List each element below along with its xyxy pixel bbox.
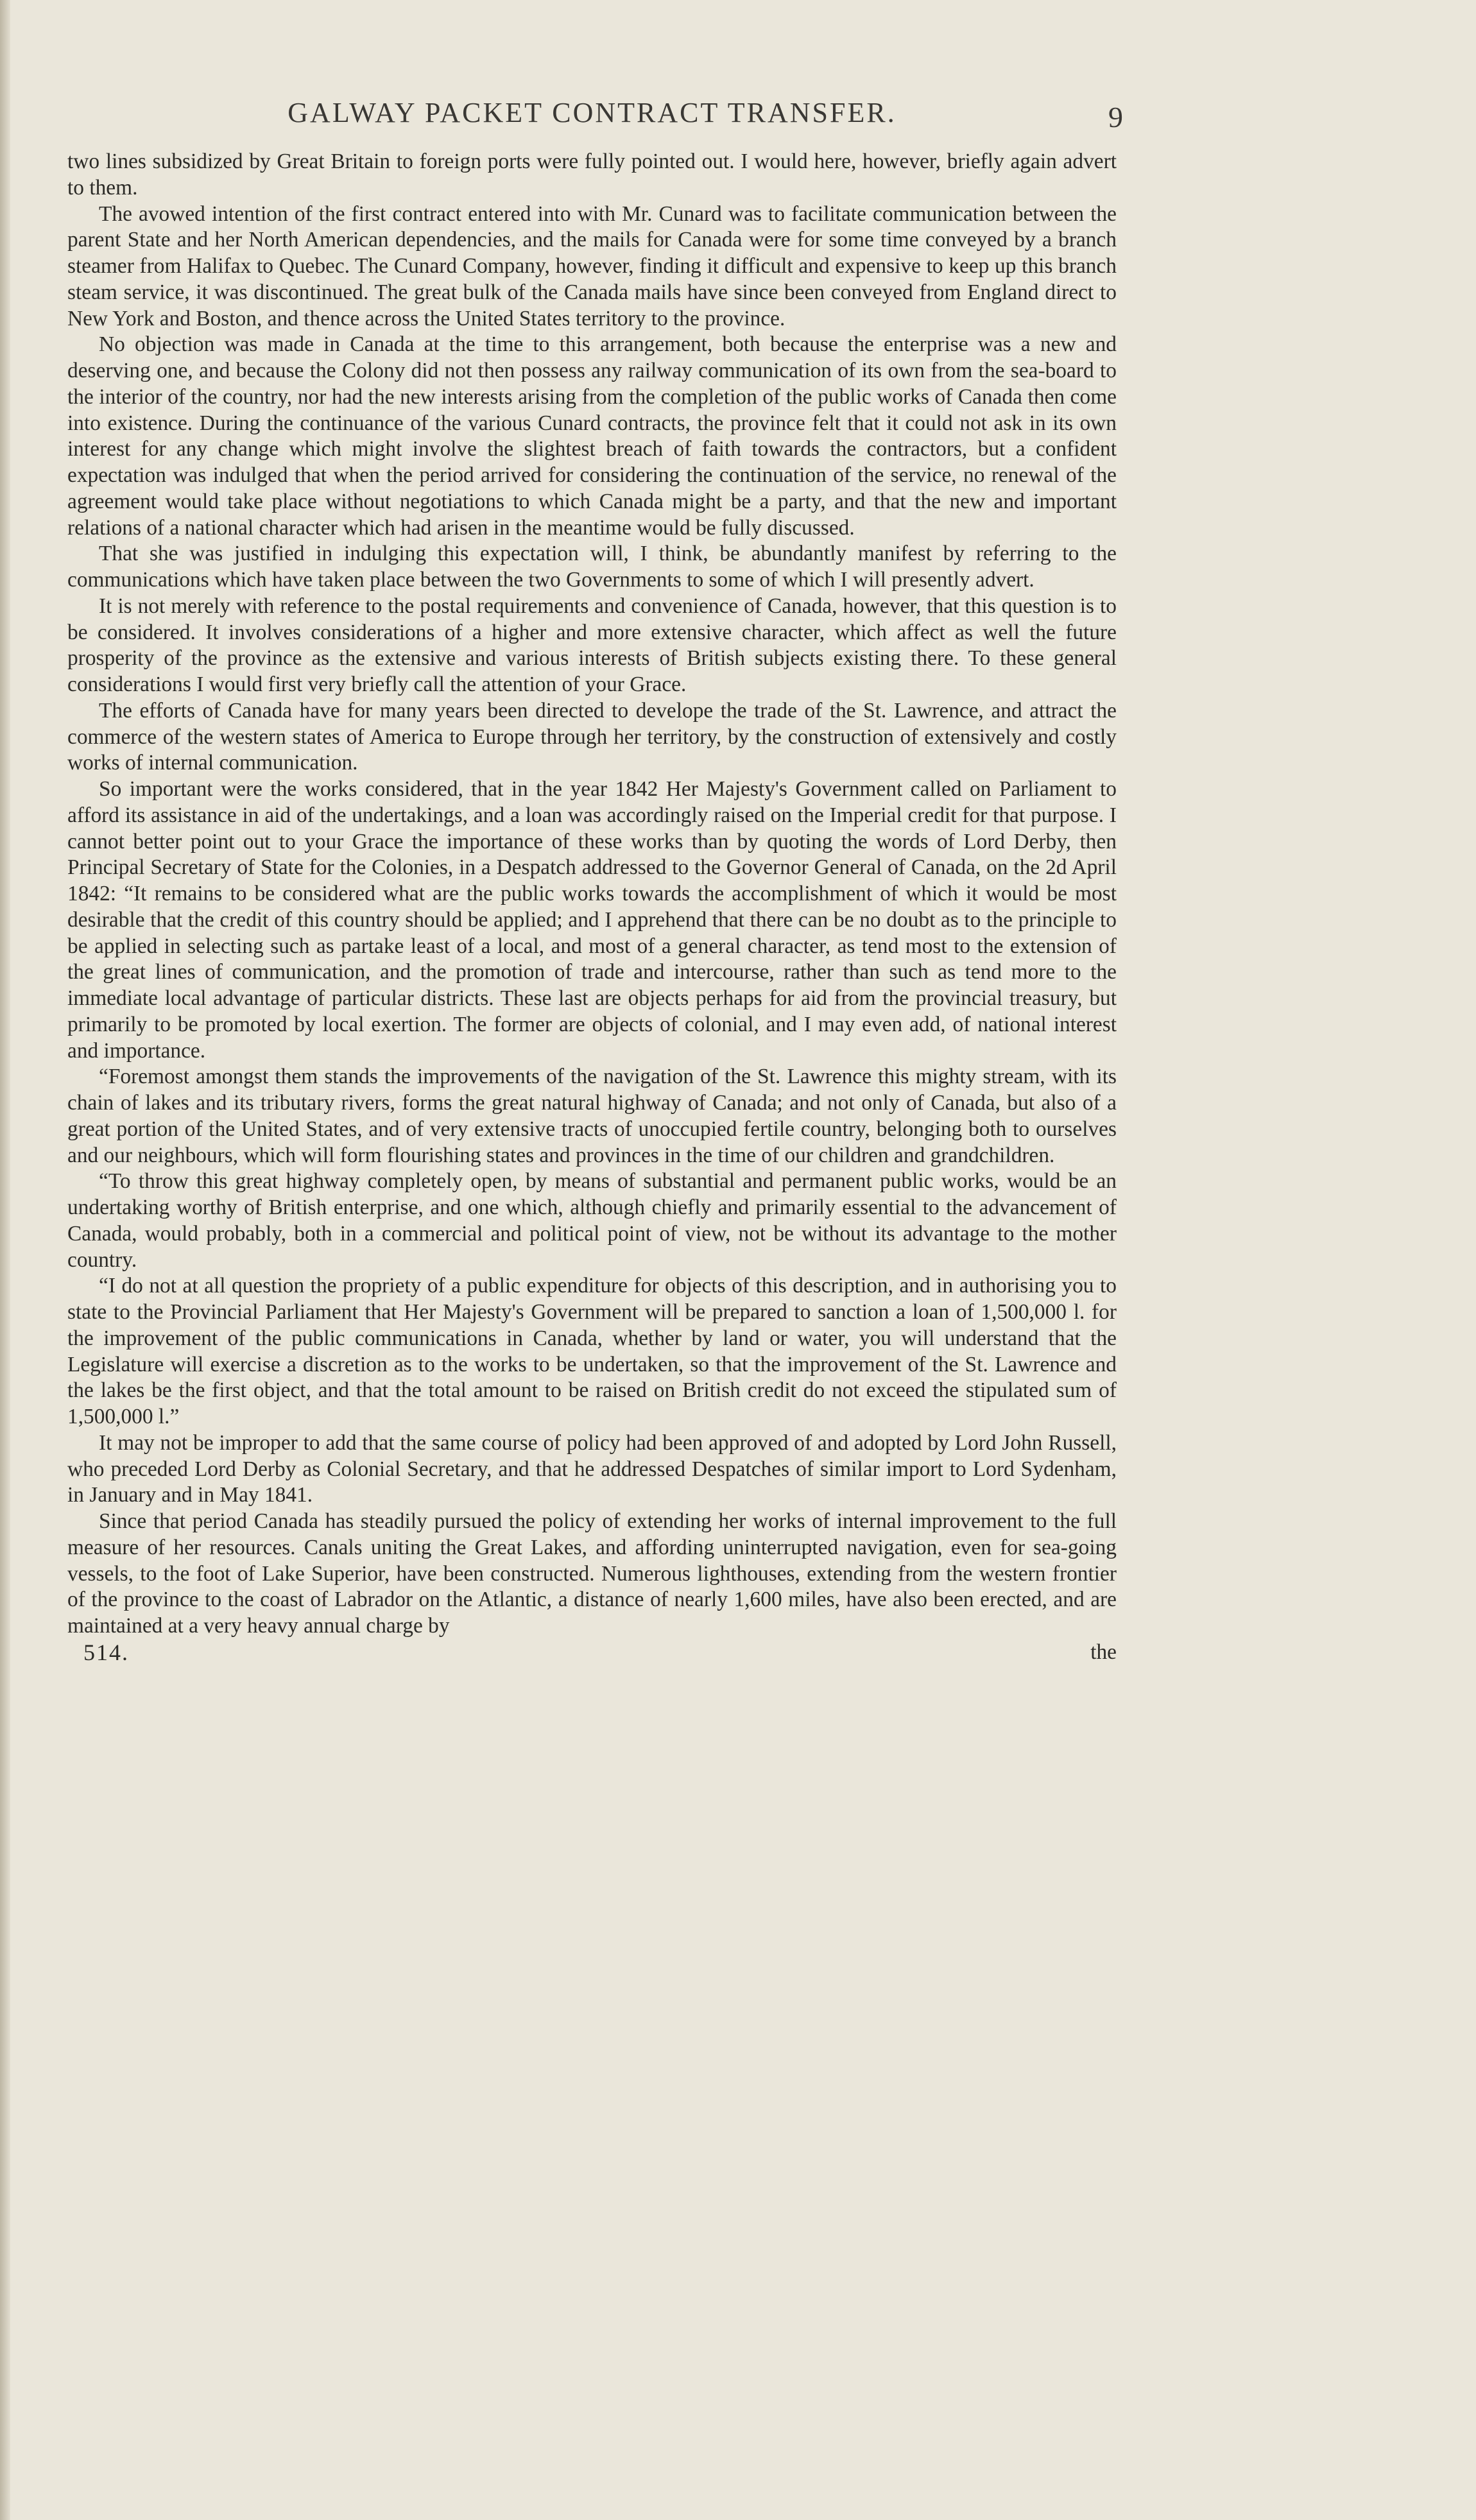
- document-page: [67, 96, 1123, 1672]
- paragraph: So important were the works considered, that in the year 1842 Her Majesty's Government called on Parliament to afford its assistance in aid of the undertakings, and a loan was accordingly raised on the Imperial credit for that purpose. I cannot better point out to your Grace the importance of these works than by quoting the words of Lord Derby, then Principal Secretary of State for the Colonies, in a Despatch addressed to the Governor General of Canada, on the 2d April 1842: “It remains to be considered what are the public works towards the accomplishment of which it would be most desirable that the credit of this country should be applied; and I apprehend that there can be no doubt as to the principle to be applied in selecting such as partake least of a local, and most of a general character, as tend most to the extension of the great lines of communication, and the promotion of trade and intercourse, rather than such as tend more to the immediate local advantage of particular districts. These last are objects perhaps for aid from the provincial treasury, but primarily to be promoted by local exertion. The former are objects of colonial, and I may even add, of national interest and importance.: [67, 777, 1117, 1063]
- page-spine-shadow: [0, 0, 10, 2520]
- running-title: GALWAY PACKET CONTRACT TRANSFER.: [287, 97, 897, 128]
- paragraph: It may not be improper to add that the same course of policy had been approved of and adopted by Lord John Russell, who preceded Lord Derby as Colonial Secretary, and that he addressed Despatches of similar import to Lord Sydenham, in January and in May 1841.: [67, 1430, 1117, 1507]
- signature-mark: 514.: [83, 1639, 129, 1665]
- quoted-paragraph: “I do not at all question the propriety of a public expenditure for objects of this description, and in authorising you to state to the Provincial Parliament that Her Majesty's Government will be prepared to sanction a loan of 1,500,000 l. for the improvement of the public communications in Canada, whether by land or water, you will understand that the Legislature will exercise a discretion as to the works to be undertaken, so that the improvement of the St. Lawrence and the lakes be the first object, and that the total amount to be raised on British credit do not exceed the stipulated sum of 1,500,000 l.”: [67, 1274, 1117, 1428]
- paragraph: That she was justified in indulging this expectation will, I think, be abundantly manifest by referring to the communications which have taken place between the two Governments to some of which I will presently advert.: [67, 542, 1117, 592]
- paragraph: Since that period Canada has steadily pursued the policy of extending her works of internal improvement to the full measure of her resources. Canals uniting the Great Lakes, and affording uninterrupted navigation, even for sea-going vessels, to the foot of Lake Superior, have been constructed. Numerous lighthouses, extending from the western frontier of the province to the coast of Labrador on the Atlantic, a distance of nearly 1,600 miles, have also been erected, and are maintained at a very heavy annual charge by: [67, 1509, 1117, 1638]
- paragraph-continuation: two lines subsidized by Great Britain to foreign ports were fully pointed out. I would here, however, briefly again advert to them.: [67, 150, 1117, 200]
- paragraph: It is not merely with reference to the postal requirements and convenience of Canada, however, that this question is to be considered. It involves considerations of a higher and more extensive character, which affect as well the future prosperity of the province as the extensive and various interests of British subjects existing there. To these general considerations I would first very briefly call the attention of your Grace.: [67, 594, 1117, 696]
- paragraph: No objection was made in Canada at the time to this arrangement, both because the enterprise was a new and deserving one, and because the Colony did not then possess any railway communication of its own from the sea-board to the interior of the country, nor had the new interests arising from the completion of the public works of Canada then come into existence. During the continuance of the various Cunard contracts, the province felt that it could not ask in its own interest for any change which might involve the slightest breach of faith towards the contractors, but a confident expectation was indulged that when the period arrived for considering the continuation of the service, no renewal of the agreement would take place without negotiations to which Canada might be a party, and that the new and important relations of a national character which had arisen in the meantime would be fully discussed.: [67, 332, 1117, 540]
- quoted-paragraph: “To throw this great highway completely open, by means of substantial and permanent public works, would be an undertaking worthy of British enterprise, and one which, although chiefly and primarily essential to the advancement of Canada, would probably, both in a commercial and political point of view, not be without its advantage to the mother country.: [67, 1169, 1117, 1272]
- paragraph: The efforts of Canada have for many years been directed to develope the trade of the St. Lawrence, and attract the commerce of the western states of America to Europe through her territory, by the construction of extensively and costly works of internal communication.: [67, 698, 1117, 775]
- body-text: [67, 149, 1117, 1640]
- quoted-paragraph: “Foremost amongst them stands the improvements of the navigation of the St. Lawrence this mighty stream, with its chain of lakes and its tributary rivers, forms the great natural highway of Canada; and not only of Canada, but also of a great portion of the United States, and of very extensive tracts of unoccupied fertile country, belonging both to ourselves and our neighbours, which will form flourishing states and provinces in the time of our children and grandchildren.: [67, 1065, 1117, 1167]
- paragraph: The avowed intention of the first contract entered into with Mr. Cunard was to facilitate communication between the parent State and her North American dependencies, and the mails for Canada were for some time conveyed by a branch steamer from Halifax to Quebec. The Cunard Company, however, finding it difficult and expensive to keep up this branch steam service, it was discontinued. The great bulk of the Canada mails have since been conveyed from England direct to New York and Boston, and thence across the United States territory to the province.: [67, 201, 1117, 330]
- catchword: the: [1090, 1640, 1117, 1664]
- page-number: 9: [1108, 101, 1123, 133]
- page-header: [67, 96, 1123, 149]
- page-footer: [67, 1640, 1117, 1672]
